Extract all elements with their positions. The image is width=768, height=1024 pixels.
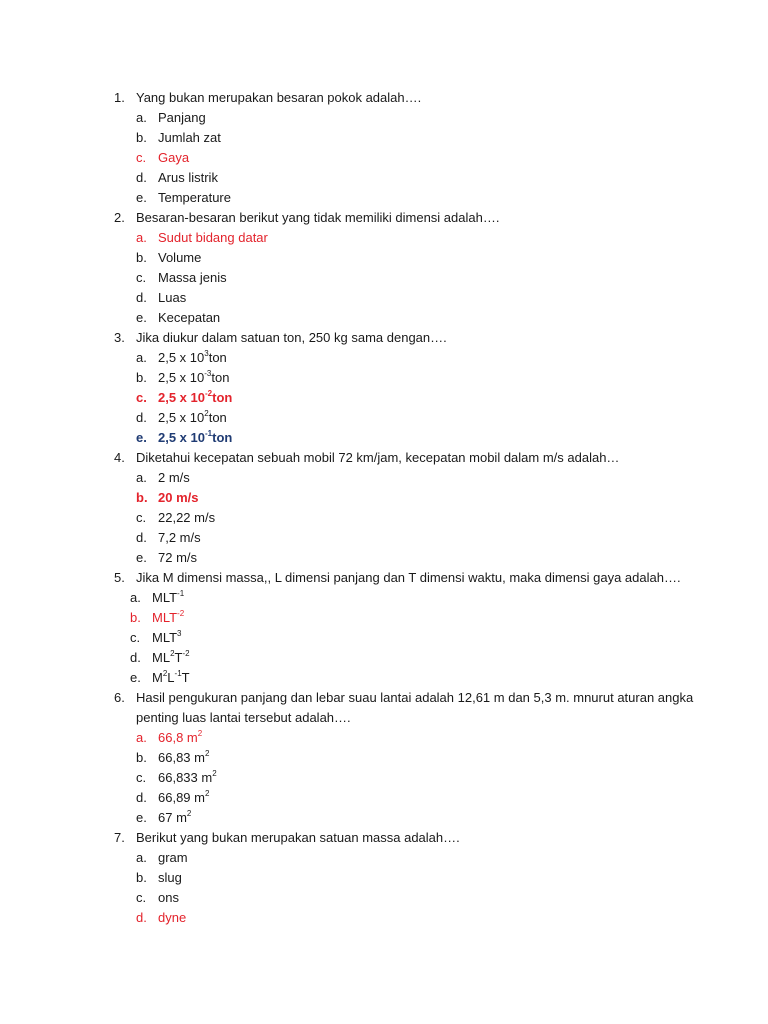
option-text: gram (158, 850, 188, 865)
option-unit: ton (212, 430, 233, 445)
option-letter: b. (136, 870, 147, 885)
option-row-answer (0, 728, 768, 748)
option-exponent: -2 (205, 388, 213, 398)
option-value (158, 768, 217, 788)
option-letter: d. (136, 530, 147, 545)
question-number: 4. (114, 450, 125, 465)
option-value (152, 588, 184, 608)
option-row (0, 248, 768, 268)
option-letter: a. (136, 850, 147, 865)
option-letter: c. (136, 510, 147, 525)
option-unit: ton (208, 350, 227, 365)
option-row (0, 268, 768, 288)
option-text: Sudut bidang datar (158, 230, 268, 245)
option-value (158, 388, 232, 408)
question-text: Yang bukan merupakan besaran pokok adalah…. (136, 90, 422, 105)
option-text: 7,2 m/s (158, 530, 201, 545)
option-text: Gaya (158, 150, 190, 165)
option-letter: e. (130, 670, 141, 685)
option-text: Volume (158, 250, 202, 265)
option-row (0, 848, 768, 868)
question-7 (0, 828, 768, 928)
option-letter: e. (136, 310, 147, 325)
option-row (0, 748, 768, 768)
question-stem (0, 88, 768, 108)
option-text: Kecepatan (158, 310, 221, 325)
question-2 (0, 208, 768, 328)
option-row (0, 588, 768, 608)
option-text: Arus listrik (158, 170, 218, 185)
option-value (158, 808, 191, 828)
option-exponent: 3 (177, 628, 182, 638)
option-row (0, 788, 768, 808)
question-stem (0, 688, 768, 728)
option-row-answer (0, 228, 768, 248)
question-stem (0, 208, 768, 228)
option-letter: b. (136, 370, 147, 385)
option-letter: c. (136, 270, 147, 285)
option-letter: b. (136, 750, 147, 765)
question-text: Jika diukur dalam satuan ton, 250 kg sama dengan…. (136, 330, 447, 345)
option-text: slug (158, 870, 182, 885)
option-letter: e. (136, 430, 147, 445)
option-exponent: -1 (177, 588, 185, 598)
option-row (0, 808, 768, 828)
question-stem (0, 328, 768, 348)
option-letter: d. (136, 170, 147, 185)
option-letter: e. (136, 550, 147, 565)
option-part: ML (152, 650, 171, 665)
option-text: dyne (158, 910, 187, 925)
option-row (0, 408, 768, 428)
option-letter: a. (136, 110, 147, 125)
option-value (152, 608, 184, 628)
option-letter: d. (130, 650, 141, 665)
option-text: 2 m/s (158, 470, 190, 485)
option-base: MLT (152, 630, 178, 645)
option-base: 66,83 m (158, 750, 205, 765)
option-row (0, 888, 768, 908)
option-unit: ton (208, 410, 227, 425)
question-number: 6. (114, 690, 125, 705)
option-value (158, 728, 202, 748)
option-base: 2,5 x 10 (158, 390, 205, 405)
option-letter: e. (136, 190, 147, 205)
option-text: Luas (158, 290, 187, 305)
option-row (0, 768, 768, 788)
option-letter: a. (136, 470, 147, 485)
option-exponent: 2 (197, 728, 203, 738)
option-base: 2,5 x 10 (158, 350, 205, 365)
option-row (0, 188, 768, 208)
option-value (152, 668, 190, 688)
option-exponent: 2 (162, 668, 168, 678)
option-letter: d. (136, 410, 147, 425)
option-letter: a. (136, 230, 147, 245)
option-exponent: -2 (182, 648, 190, 658)
option-letter: a. (136, 730, 147, 745)
question-stem (0, 448, 768, 468)
option-base: 66,89 m (158, 790, 205, 805)
option-letter: d. (136, 790, 147, 805)
option-base: MLT (152, 590, 178, 605)
question-number: 1. (114, 90, 125, 105)
option-part: T (181, 670, 190, 685)
question-text: Berikut yang bukan merupakan satuan massa adalah…. (136, 830, 460, 845)
option-text: 20 m/s (158, 490, 199, 505)
option-letter: b. (130, 610, 141, 625)
question-number: 2. (114, 210, 125, 225)
option-row (0, 348, 768, 368)
option-row (0, 548, 768, 568)
option-letter: d. (136, 290, 147, 305)
question-text: Diketahui kecepatan sebuah mobil 72 km/jam, kecepatan mobil dalam m/s adalah… (136, 450, 620, 465)
option-text: 22,22 m/s (158, 510, 216, 525)
quiz-list (0, 88, 768, 928)
option-row (0, 468, 768, 488)
option-letter: c. (136, 150, 147, 165)
option-exponent: 2 (204, 788, 210, 798)
question-1 (0, 88, 768, 208)
option-letter: d. (136, 910, 147, 925)
option-value (158, 368, 229, 388)
option-letter: c. (136, 770, 147, 785)
option-base: MLT (152, 610, 178, 625)
option-row (0, 628, 768, 648)
option-unit: ton (211, 370, 230, 385)
option-row-highlight (0, 428, 768, 448)
option-base: 66,8 m (158, 730, 198, 745)
question-number: 5. (114, 570, 125, 585)
option-exponent: 2 (204, 408, 209, 418)
option-base: 2,5 x 10 (158, 430, 205, 445)
question-4 (0, 448, 768, 568)
option-base: 2,5 x 10 (158, 410, 205, 425)
option-base: 66,833 m (158, 770, 213, 785)
option-row (0, 168, 768, 188)
option-text: 72 m/s (158, 550, 198, 565)
option-row (0, 108, 768, 128)
option-letter: e. (136, 810, 147, 825)
option-letter: c. (130, 630, 141, 645)
question-text: Besaran-besaran berikut yang tidak memiliki dimensi adalah…. (136, 210, 500, 225)
question-text: Hasil pengukuran panjang dan lebar suau lantai adalah 12,61 m dan 5,3 m. mnurut aturan angka penting luas lantai tersebut adalah…. (136, 690, 694, 725)
option-exponent: -3 (204, 368, 212, 378)
option-text: Jumlah zat (158, 130, 221, 145)
option-row (0, 288, 768, 308)
option-row-answer (0, 388, 768, 408)
option-letter: b. (136, 250, 147, 265)
option-letter: a. (130, 590, 141, 605)
option-base: 67 m (158, 810, 187, 825)
option-row (0, 368, 768, 388)
option-exponent: 2 (212, 768, 217, 778)
question-number: 7. (114, 830, 125, 845)
question-6 (0, 688, 768, 828)
option-row (0, 128, 768, 148)
option-letter: c. (136, 390, 147, 405)
question-stem (0, 828, 768, 848)
option-row (0, 648, 768, 668)
option-row-answer (0, 488, 768, 508)
option-base: 2,5 x 10 (158, 370, 205, 385)
option-row-answer (0, 148, 768, 168)
option-exponent: 2 (186, 808, 192, 818)
option-letter: a. (136, 350, 147, 365)
question-stem (0, 568, 768, 588)
option-text: Temperature (158, 190, 231, 205)
question-text: Jika M dimensi massa,, L dimensi panjang dan T dimensi waktu, maka dimensi gaya adalah…. (136, 570, 681, 585)
option-value (152, 628, 182, 648)
option-exponent: 3 (204, 348, 209, 358)
option-row (0, 868, 768, 888)
option-exponent: 2 (204, 748, 210, 758)
option-exponent: -1 (205, 428, 213, 438)
option-value (158, 348, 227, 368)
option-value (158, 748, 209, 768)
option-row (0, 508, 768, 528)
option-row-answer (0, 908, 768, 928)
option-value (158, 428, 232, 448)
option-value (152, 648, 190, 668)
option-part: T (174, 650, 183, 665)
question-number: 3. (114, 330, 125, 345)
option-exponent: -1 (174, 668, 182, 678)
option-row-answer (0, 608, 768, 628)
option-row (0, 308, 768, 328)
option-text: Panjang (158, 110, 206, 125)
option-letter: c. (136, 890, 147, 905)
option-part: L (167, 670, 175, 685)
option-row (0, 528, 768, 548)
option-letter: b. (136, 130, 147, 145)
option-part: M (152, 670, 163, 685)
option-text: Massa jenis (158, 270, 227, 285)
option-text: ons (158, 890, 179, 905)
option-value (158, 788, 209, 808)
option-letter: b. (136, 490, 148, 505)
option-exponent: -2 (177, 608, 185, 618)
option-value (158, 408, 227, 428)
option-row (0, 668, 768, 688)
question-3 (0, 328, 768, 448)
option-unit: ton (212, 390, 233, 405)
option-exponent: 2 (170, 648, 175, 658)
question-5 (0, 568, 768, 688)
